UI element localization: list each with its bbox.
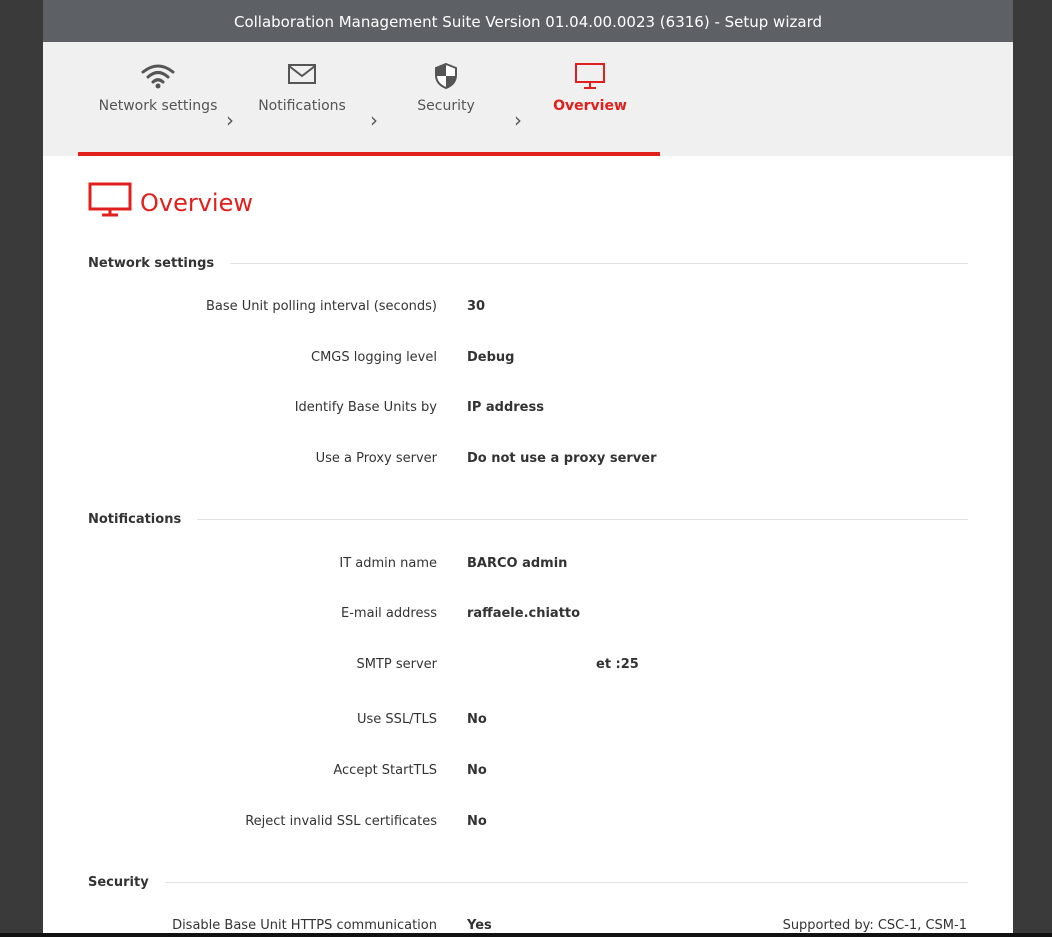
section-divider: [165, 882, 968, 883]
wizard-stepper: [43, 42, 1013, 156]
step-security[interactable]: [386, 62, 506, 114]
shield-icon: [386, 62, 506, 94]
row-value: Debug: [467, 350, 515, 365]
step-network-settings[interactable]: [98, 62, 218, 114]
row-value: No: [467, 763, 487, 778]
section-title: Notifications: [88, 512, 182, 527]
page-title: [88, 182, 253, 224]
row-value: IP address: [467, 400, 544, 415]
window-title: Collaboration Management Suite Version 01.04.00.0023 (6316) - Setup wizard: [233, 13, 822, 31]
chevron-right-icon: ›: [226, 108, 234, 132]
row-value: No: [467, 814, 487, 829]
monitor-icon: [530, 62, 650, 94]
row-label: Use SSL/TLS: [357, 712, 437, 727]
row-value: raffaele.chiatto: [467, 606, 581, 621]
wifi-icon: [98, 62, 218, 94]
row-label: Accept StartTLS: [333, 763, 437, 778]
row-label: IT admin name: [339, 556, 437, 571]
chevron-right-icon: ›: [370, 108, 378, 132]
row-value: et :25: [596, 657, 639, 672]
setup-wizard-window: [43, 0, 1013, 937]
section-title: Network settings: [88, 256, 215, 271]
row-value: No: [467, 712, 487, 727]
chevron-right-icon: ›: [514, 108, 522, 132]
row-label: SMTP server: [356, 657, 437, 672]
row-label: Reject invalid SSL certificates: [245, 814, 437, 829]
envelope-icon: [242, 62, 362, 94]
step-notifications[interactable]: [242, 62, 362, 114]
row-label: Identify Base Units by: [294, 400, 437, 415]
step-label: Overview: [553, 98, 627, 114]
step-overview[interactable]: [530, 62, 650, 114]
row-value: 30: [467, 299, 486, 314]
step-label: Security: [417, 98, 475, 114]
section-network-settings: [88, 256, 968, 271]
row-value: Do not use a proxy server: [467, 451, 657, 466]
page-title-text: Overview: [140, 189, 253, 217]
row-label: Use a Proxy server: [315, 451, 437, 466]
section-divider: [197, 519, 968, 520]
wizard-progress-bar: [78, 152, 660, 156]
section-divider: [230, 263, 968, 264]
row-label: CMGS logging level: [311, 350, 437, 365]
row-label: Disable Base Unit HTTPS communication: [172, 918, 437, 933]
monitor-icon: [88, 182, 132, 224]
section-security: [88, 875, 968, 890]
section-title: Security: [88, 875, 149, 890]
window-titlebar: [43, 0, 1013, 42]
step-label: Network settings: [98, 98, 218, 114]
supported-by-note: Supported by: CSC-1, CSM-1: [782, 918, 967, 933]
row-value: BARCO admin: [467, 556, 568, 571]
step-label: Notifications: [258, 98, 346, 114]
section-notifications: [88, 512, 968, 527]
screen-bottom-edge: [0, 933, 1052, 937]
row-label: Base Unit polling interval (seconds): [205, 299, 437, 314]
row-label: E-mail address: [341, 606, 437, 621]
row-value: Yes: [467, 918, 492, 933]
